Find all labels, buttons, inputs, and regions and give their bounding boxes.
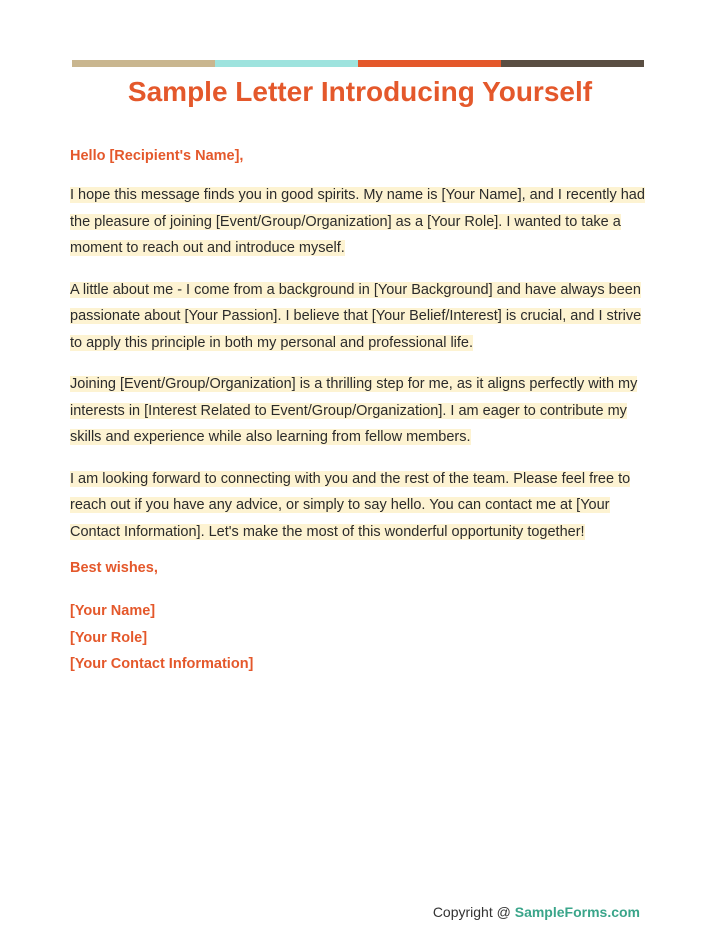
closing: Best wishes,: [70, 560, 158, 576]
paragraph-2-text: A little about me - I come from a background in [Your Background] and have always been passionate about [Your Passion]. I believe that [Your Belief/Interest] is crucial, and I strive to apply this principle in both my personal and professional life.: [70, 281, 642, 351]
greeting: Hello [Recipient's Name],: [70, 148, 244, 164]
paragraph-1: [70, 182, 650, 262]
color-bar-segment-4: [501, 60, 644, 67]
color-bar-segment-2: [215, 60, 358, 67]
color-bar-segment-1: [72, 60, 215, 67]
paragraph-3: [70, 371, 650, 451]
signature-contact: [Your Contact Information]: [70, 656, 254, 672]
signature-name: [Your Name]: [70, 603, 156, 619]
signature-role: [Your Role]: [70, 629, 148, 646]
brand-link[interactable]: SampleForms.com: [514, 904, 640, 920]
color-bar-segment-3: [358, 60, 501, 67]
letter-body: [70, 148, 650, 678]
paragraph-4: [70, 466, 650, 546]
paragraph-1-text: I hope this message finds you in good spirits. My name is [Your Name], and I recently had the pleasure of joining [Event/Group/Organization] as a [Your Role]. I wanted to take a moment to reach out and introduce myself.: [70, 187, 645, 256]
decorative-color-bar: [72, 60, 644, 67]
paragraph-2: [70, 277, 650, 357]
document-title: Sample Letter Introducing Yourself: [127, 76, 593, 107]
paragraph-4-text: I am looking forward to connecting with you and the rest of the team. Please feel free to reach out if you have any advice, or simply to say hello. You can contact me at [Your Contact Information]. Let's make the most of this wonderful opportunity together!: [70, 470, 631, 540]
copyright-prefix: Copyright @: [432, 904, 515, 920]
paragraph-3-text: Joining [Event/Group/Organization] is a thrilling step for me, as it aligns perfectly with my interests in [Interest Related to Event/Group/Organization]. I am eager to contribute my skills and experience while also learning from fellow members.: [70, 376, 638, 445]
copyright-footer: [433, 904, 640, 920]
